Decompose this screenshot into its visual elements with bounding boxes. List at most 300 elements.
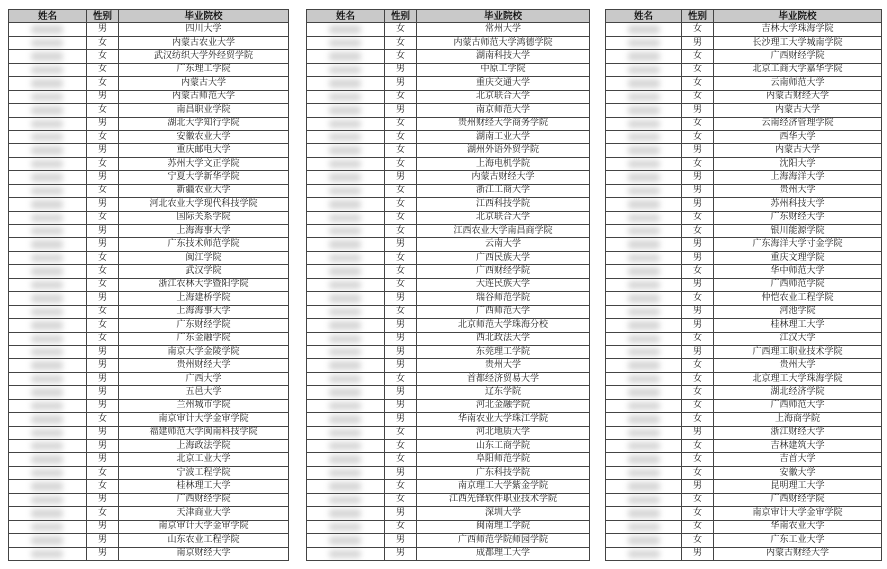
redaction-blur: [329, 227, 361, 235]
gender-cell: 男: [385, 292, 417, 305]
gender-cell: 女: [682, 440, 714, 453]
name-cell-redacted: [9, 225, 87, 238]
school-cell: 上海海事大学: [119, 225, 289, 238]
school-cell: 河北地质大学: [417, 426, 590, 439]
gender-cell: 男: [385, 507, 417, 520]
name-cell-redacted: [9, 211, 87, 224]
name-cell-redacted: [307, 332, 385, 345]
school-cell: 河池学院: [714, 305, 882, 318]
table-row: [606, 225, 882, 238]
name-cell-redacted: [307, 534, 385, 547]
redaction-blur: [628, 267, 660, 275]
name-cell-redacted: [606, 211, 682, 224]
gender-cell: 男: [385, 399, 417, 412]
school-cell: 山东工商学院: [417, 440, 590, 453]
redaction-blur: [31, 93, 63, 101]
gender-cell: 男: [385, 63, 417, 76]
table-row: [9, 466, 289, 479]
redaction-blur: [628, 335, 660, 343]
table-row: [9, 305, 289, 318]
table-row: [307, 493, 590, 506]
table-row: [606, 372, 882, 385]
table-row: [9, 292, 289, 305]
gender-cell: 女: [682, 63, 714, 76]
school-cell: 上海海洋大学: [714, 171, 882, 184]
gender-cell: 女: [87, 319, 119, 332]
name-cell-redacted: [307, 466, 385, 479]
name-cell-redacted: [606, 171, 682, 184]
name-cell-redacted: [606, 117, 682, 130]
gender-cell: 女: [682, 90, 714, 103]
table-row: [307, 507, 590, 520]
name-cell-redacted: [606, 413, 682, 426]
gender-cell: 女: [682, 372, 714, 385]
name-cell-redacted: [9, 493, 87, 506]
name-cell-redacted: [606, 466, 682, 479]
school-cell: 宁波工程学院: [119, 466, 289, 479]
table-row: [307, 90, 590, 103]
name-cell-redacted: [9, 184, 87, 197]
table-row: [606, 77, 882, 90]
school-cell: 云南师范大学: [714, 77, 882, 90]
redaction-blur: [31, 146, 63, 154]
school-cell: 兰州城市学院: [119, 399, 289, 412]
table-row: [307, 117, 590, 130]
table-row: [307, 50, 590, 63]
name-cell-redacted: [9, 117, 87, 130]
name-cell-redacted: [606, 251, 682, 264]
table-row: [9, 171, 289, 184]
table-row: [9, 77, 289, 90]
name-cell-redacted: [9, 198, 87, 211]
gender-cell: 女: [682, 507, 714, 520]
school-cell: 仲恺农业工程学院: [714, 292, 882, 305]
redaction-blur: [628, 214, 660, 222]
school-cell: 内蒙古大学: [714, 104, 882, 117]
gender-cell: 男: [87, 292, 119, 305]
redaction-blur: [329, 482, 361, 490]
table-row: [307, 278, 590, 291]
gender-cell: 男: [87, 225, 119, 238]
name-cell-redacted: [9, 278, 87, 291]
school-cell: 广西财经学院: [714, 493, 882, 506]
gender-cell: 男: [682, 144, 714, 157]
gender-cell: 男: [87, 493, 119, 506]
redaction-blur: [628, 442, 660, 450]
table-row: [9, 157, 289, 170]
name-cell-redacted: [606, 130, 682, 143]
table-row: [9, 265, 289, 278]
school-cell: 广西师范大学: [417, 305, 590, 318]
gender-cell: 女: [385, 251, 417, 264]
school-cell: 南昌职业学院: [119, 104, 289, 117]
name-cell-redacted: [606, 157, 682, 170]
redaction-blur: [31, 160, 63, 168]
name-cell-redacted: [606, 507, 682, 520]
gender-cell: 女: [87, 305, 119, 318]
gender-header: 性别: [385, 10, 417, 23]
redaction-blur: [329, 536, 361, 544]
gender-cell: 女: [385, 225, 417, 238]
name-cell-redacted: [606, 144, 682, 157]
table-row: [606, 238, 882, 251]
gender-cell: 男: [682, 278, 714, 291]
gender-cell: 女: [682, 453, 714, 466]
gender-cell: 女: [682, 466, 714, 479]
redaction-blur: [31, 133, 63, 141]
name-header: 姓名: [9, 10, 87, 23]
school-cell: 东莞理工学院: [417, 345, 590, 358]
redaction-blur: [628, 25, 660, 33]
school-cell: 四川大学: [119, 23, 289, 36]
redaction-blur: [329, 39, 361, 47]
redaction-blur: [628, 402, 660, 410]
redaction-blur: [329, 442, 361, 450]
name-cell-redacted: [9, 238, 87, 251]
name-cell-redacted: [307, 198, 385, 211]
school-cell: 内蒙古财经大学: [714, 90, 882, 103]
school-cell: 瑞谷师范学院: [417, 292, 590, 305]
gender-cell: 女: [682, 413, 714, 426]
table-row: [606, 211, 882, 224]
name-cell-redacted: [307, 292, 385, 305]
table-row: [307, 386, 590, 399]
school-cell: 吉林建筑大学: [714, 440, 882, 453]
table-row: [307, 305, 590, 318]
school-cell: 首都经济贸易大学: [417, 372, 590, 385]
gender-cell: 女: [682, 130, 714, 143]
table-row: [307, 63, 590, 76]
school-cell: 湖南科技大学: [417, 50, 590, 63]
redaction-blur: [31, 536, 63, 544]
name-cell-redacted: [606, 104, 682, 117]
redaction-blur: [329, 25, 361, 33]
name-cell-redacted: [9, 90, 87, 103]
gender-cell: 女: [682, 359, 714, 372]
gender-cell: 女: [87, 184, 119, 197]
table-row: [307, 426, 590, 439]
school-cell: 贵州财经大学: [119, 359, 289, 372]
name-cell-redacted: [307, 157, 385, 170]
name-cell-redacted: [606, 534, 682, 547]
table-row: [307, 211, 590, 224]
gender-cell: 女: [385, 440, 417, 453]
redaction-blur: [628, 133, 660, 141]
gender-cell: 男: [385, 238, 417, 251]
redaction-blur: [628, 375, 660, 383]
table-row: [9, 372, 289, 385]
school-cell: 内蒙古农业大学: [119, 36, 289, 49]
gender-cell: 女: [385, 453, 417, 466]
school-cell: 华南农业大学珠江学院: [417, 413, 590, 426]
redaction-blur: [31, 550, 63, 558]
school-cell: 南京理工大学紫金学院: [417, 480, 590, 493]
gender-cell: 女: [385, 305, 417, 318]
gender-cell: 女: [87, 251, 119, 264]
name-cell-redacted: [307, 130, 385, 143]
name-cell-redacted: [307, 238, 385, 251]
redaction-blur: [329, 523, 361, 531]
name-cell-redacted: [9, 157, 87, 170]
gender-cell: 女: [682, 23, 714, 36]
school-cell: 广东财经大学: [714, 211, 882, 224]
school-cell: 广东财经学院: [119, 319, 289, 332]
redaction-blur: [31, 308, 63, 316]
gender-cell: 女: [682, 534, 714, 547]
table-row: [9, 440, 289, 453]
gender-cell: 男: [385, 345, 417, 358]
redaction-blur: [628, 469, 660, 477]
gender-cell: 男: [385, 359, 417, 372]
table-row: [9, 386, 289, 399]
school-cell: 闽南理工学院: [417, 520, 590, 533]
name-cell-redacted: [9, 292, 87, 305]
name-cell-redacted: [9, 251, 87, 264]
table-row: [606, 453, 882, 466]
redaction-blur: [628, 523, 660, 531]
redaction-blur: [628, 106, 660, 114]
school-cell: 内蒙古财经大学: [417, 171, 590, 184]
table-row: [9, 50, 289, 63]
name-cell-redacted: [9, 372, 87, 385]
redaction-blur: [31, 52, 63, 60]
table-row: [606, 413, 882, 426]
table-row: [606, 90, 882, 103]
name-cell-redacted: [606, 386, 682, 399]
school-cell: 广东工业大学: [714, 534, 882, 547]
table-row: [9, 480, 289, 493]
redaction-blur: [31, 254, 63, 262]
name-cell-redacted: [9, 507, 87, 520]
redaction-blur: [31, 496, 63, 504]
redaction-blur: [31, 375, 63, 383]
school-cell: 河北农业大学现代科技学院: [119, 198, 289, 211]
table-row: [606, 386, 882, 399]
redaction-blur: [31, 39, 63, 47]
school-cell: 浙江农林大学暨阳学院: [119, 278, 289, 291]
gender-cell: 男: [87, 345, 119, 358]
school-cell: 湖北大学知行学院: [119, 117, 289, 130]
redaction-blur: [31, 173, 63, 181]
school-cell: 江汉大学: [714, 332, 882, 345]
roster-table-2: [306, 9, 590, 561]
gender-cell: 女: [87, 130, 119, 143]
gender-cell: 男: [87, 23, 119, 36]
school-cell: 内蒙古师范大学: [119, 90, 289, 103]
name-cell-redacted: [307, 547, 385, 560]
school-cell: 新疆农业大学: [119, 184, 289, 197]
roster-table-1: [8, 9, 289, 561]
name-cell-redacted: [9, 386, 87, 399]
school-cell: 云南经济管理学院: [714, 117, 882, 130]
redaction-blur: [31, 442, 63, 450]
redaction-blur: [31, 281, 63, 289]
table-row: [606, 466, 882, 479]
table-row: [9, 547, 289, 560]
school-cell: 昆明理工大学: [714, 480, 882, 493]
table-row: [606, 426, 882, 439]
table-row: [9, 278, 289, 291]
name-cell-redacted: [606, 359, 682, 372]
gender-cell: 男: [87, 238, 119, 251]
name-cell-redacted: [606, 399, 682, 412]
school-cell: 吉首大学: [714, 453, 882, 466]
table-row: [307, 319, 590, 332]
table-row: [307, 372, 590, 385]
name-cell-redacted: [307, 399, 385, 412]
name-cell-redacted: [606, 36, 682, 49]
gender-cell: 女: [385, 144, 417, 157]
table-row: [9, 332, 289, 345]
redaction-blur: [329, 52, 361, 60]
school-cell: 广西大学: [119, 372, 289, 385]
gender-cell: 男: [682, 345, 714, 358]
name-header: 姓名: [606, 10, 682, 23]
redaction-blur: [31, 321, 63, 329]
school-cell: 宁夏大学新华学院: [119, 171, 289, 184]
redaction-blur: [329, 455, 361, 463]
gender-cell: 男: [682, 198, 714, 211]
table-row: [606, 345, 882, 358]
table-row: [9, 90, 289, 103]
gender-cell: 女: [87, 278, 119, 291]
table-row: [307, 225, 590, 238]
name-cell-redacted: [307, 278, 385, 291]
name-cell-redacted: [606, 305, 682, 318]
table-row: [9, 238, 289, 251]
gender-cell: 男: [87, 426, 119, 439]
name-cell-redacted: [307, 453, 385, 466]
gender-cell: 男: [87, 90, 119, 103]
gender-cell: 女: [682, 493, 714, 506]
redaction-blur: [628, 536, 660, 544]
table-row: [606, 157, 882, 170]
name-cell-redacted: [307, 23, 385, 36]
table-row: [307, 292, 590, 305]
school-cell: 阜阳师范学院: [417, 453, 590, 466]
table-row: [606, 359, 882, 372]
name-cell-redacted: [307, 426, 385, 439]
school-cell: 南京师范大学: [417, 104, 590, 117]
gender-cell: 女: [87, 211, 119, 224]
table-row: [606, 117, 882, 130]
name-cell-redacted: [9, 413, 87, 426]
table-row: [307, 413, 590, 426]
school-cell: 银川能源学院: [714, 225, 882, 238]
gender-cell: 女: [87, 36, 119, 49]
school-cell: 安徽农业大学: [119, 130, 289, 143]
header-row: [9, 10, 289, 23]
name-cell-redacted: [606, 90, 682, 103]
gender-cell: 男: [87, 520, 119, 533]
name-cell-redacted: [307, 480, 385, 493]
table-row: [606, 547, 882, 560]
school-cell: 广西财经学院: [417, 265, 590, 278]
redaction-blur: [329, 93, 361, 101]
name-cell-redacted: [307, 493, 385, 506]
name-cell-redacted: [606, 278, 682, 291]
redaction-blur: [329, 133, 361, 141]
school-cell: 重庆文理学院: [714, 251, 882, 264]
table-row: [307, 520, 590, 533]
gender-cell: 女: [682, 211, 714, 224]
redaction-blur: [329, 496, 361, 504]
redaction-blur: [329, 361, 361, 369]
table-row: [606, 292, 882, 305]
header-row: [307, 10, 590, 23]
school-cell: 重庆邮电大学: [119, 144, 289, 157]
redaction-blur: [31, 415, 63, 423]
redaction-blur: [628, 66, 660, 74]
table-row: [307, 104, 590, 117]
school-cell: 国际关系学院: [119, 211, 289, 224]
table-row: [9, 413, 289, 426]
name-cell-redacted: [606, 265, 682, 278]
name-cell-redacted: [9, 144, 87, 157]
redaction-blur: [628, 146, 660, 154]
table-row: [9, 211, 289, 224]
school-cell: 广东金融学院: [119, 332, 289, 345]
gender-cell: 男: [682, 184, 714, 197]
gender-cell: 女: [385, 480, 417, 493]
school-cell: 南京审计大学金审学院: [714, 507, 882, 520]
school-cell: 苏州大学文正学院: [119, 157, 289, 170]
table-row: [606, 440, 882, 453]
table-row: [9, 493, 289, 506]
name-cell-redacted: [9, 359, 87, 372]
gender-cell: 男: [682, 426, 714, 439]
table-row: [307, 466, 590, 479]
redaction-blur: [628, 496, 660, 504]
school-cell: 上海电机学院: [417, 157, 590, 170]
table-row: [307, 198, 590, 211]
name-cell-redacted: [606, 426, 682, 439]
redaction-blur: [31, 335, 63, 343]
school-cell: 贵州财经大学商务学院: [417, 117, 590, 130]
school-cell: 南京审计大学金审学院: [119, 520, 289, 533]
table-row: [606, 251, 882, 264]
gender-cell: 男: [87, 198, 119, 211]
table-row: [9, 359, 289, 372]
table-row: [606, 493, 882, 506]
name-cell-redacted: [307, 211, 385, 224]
table-row: [307, 480, 590, 493]
table-row: [606, 534, 882, 547]
name-cell-redacted: [307, 386, 385, 399]
redaction-blur: [31, 361, 63, 369]
table-row: [307, 534, 590, 547]
name-cell-redacted: [307, 50, 385, 63]
school-cell: 湖北经济学院: [714, 386, 882, 399]
table-row: [606, 23, 882, 36]
table-row: [606, 480, 882, 493]
redaction-blur: [628, 281, 660, 289]
gender-cell: 女: [682, 50, 714, 63]
table-row: [9, 507, 289, 520]
table-row: [307, 453, 590, 466]
redaction-blur: [329, 388, 361, 396]
school-cell: 江西科技学院: [417, 198, 590, 211]
redaction-blur: [628, 52, 660, 60]
school-cell: 桂林理工大学: [119, 480, 289, 493]
school-cell: 浙江工商大学: [417, 184, 590, 197]
table-row: [9, 130, 289, 143]
redaction-blur: [31, 388, 63, 396]
name-cell-redacted: [307, 305, 385, 318]
gender-cell: 女: [87, 413, 119, 426]
school-cell: 内蒙古财经大学: [714, 547, 882, 560]
school-cell: 广西师范学院: [714, 278, 882, 291]
